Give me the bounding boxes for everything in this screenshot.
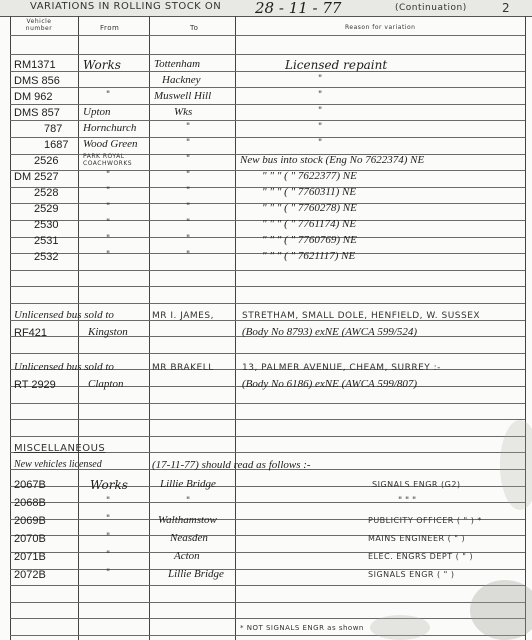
to-cell: "	[186, 250, 191, 260]
reason-cell: " " "	[398, 496, 417, 506]
from-cell: "	[106, 550, 111, 560]
to-cell: Lillie Bridge	[160, 478, 216, 490]
to-cell: "	[186, 496, 191, 506]
ruling-line	[10, 54, 525, 55]
ruling-line	[10, 436, 525, 437]
continuation-label: (Continuation)	[395, 3, 467, 13]
from-cell: PARK ROYAL COACHWORKS	[83, 153, 133, 167]
reason-cell: ELEC. ENGRS DEPT ( " )	[368, 552, 474, 561]
vehicle-number: DM 2527	[14, 171, 59, 183]
vehicle-number: 787	[44, 123, 63, 135]
misc-row	[0, 512, 532, 530]
to-cell: "	[186, 122, 191, 132]
from-cell: Wood Green	[83, 138, 138, 150]
from-cell: "	[106, 496, 111, 506]
page-number: 2	[502, 1, 511, 15]
from-cell: Kingston	[88, 326, 128, 338]
vehicle-number: 2531	[34, 235, 59, 247]
reason-cell: " " " ( " 7761174) NE	[262, 218, 357, 230]
reason-cell: " " " ( " 7760278) NE	[262, 202, 357, 214]
buyer-name: MR I. JAMES,	[152, 311, 214, 321]
vehicle-number: 2529	[34, 203, 59, 215]
vehicle-number: 2071B	[14, 551, 46, 563]
misc-row	[0, 494, 532, 512]
to-cell: "	[186, 170, 191, 180]
reason-cell: "	[318, 74, 323, 84]
vehicle-number: DMS 856	[14, 75, 60, 87]
vehicle-number: 2070B	[14, 533, 46, 545]
misc-heading: MISCELLANEOUS	[14, 443, 106, 454]
ruling-line	[10, 286, 525, 287]
vehicle-number: 2072B	[14, 569, 46, 581]
sheet-title: VARIATIONS IN ROLLING STOCK ON	[30, 1, 222, 12]
reason-cell: "	[318, 138, 323, 148]
from-cell: "	[106, 170, 111, 180]
reason-cell: "	[318, 106, 323, 116]
from-cell: "	[106, 532, 111, 542]
footnote	[240, 615, 364, 634]
from-cell: Hornchurch	[83, 122, 137, 134]
sale-note: Unlicensed bus sold to	[14, 361, 114, 373]
from-cell: "	[106, 202, 111, 212]
reason-cell: " " " ( " 7622377) NE	[262, 170, 357, 182]
sale-entry-2-line-2	[0, 376, 532, 394]
ruling-line	[10, 270, 525, 271]
ruling-line	[10, 303, 525, 304]
vehicle-number: 2069B	[14, 515, 46, 527]
col-header-to: To	[190, 24, 199, 32]
reason-cell: SIGNALS ENGR ( " )	[368, 570, 455, 579]
to-cell: Hackney	[162, 74, 201, 86]
to-cell: Neasden	[170, 532, 208, 544]
from-cell: Upton	[83, 106, 111, 118]
misc-intro-b: (17-11-77) should read as follows :-	[152, 459, 311, 471]
vehicle-number: 2528	[34, 187, 59, 199]
footnote-text: * NOT SIGNALS ENGR as shown	[240, 624, 364, 632]
misc-intro	[0, 458, 532, 476]
to-cell: Muswell Hill	[154, 90, 212, 102]
reason-cell: " " " ( " 7760769) NE	[262, 234, 357, 246]
col-header-from: From	[100, 24, 120, 32]
vehicle-number: 2530	[34, 219, 59, 231]
to-cell: Acton	[174, 550, 200, 562]
misc-row	[0, 566, 532, 584]
scan-smudge	[500, 420, 532, 510]
reason-cell: SIGNALS ENGR (G2)	[372, 480, 461, 489]
reason-cell: "	[318, 122, 323, 132]
to-cell: "	[186, 154, 191, 164]
table-row	[0, 248, 532, 266]
from-cell: "	[106, 250, 111, 260]
body-number: (Body No 6186) exNE (AWCA 599/807)	[242, 378, 418, 390]
misc-row	[0, 548, 532, 566]
vehicle-number: 1687	[44, 139, 69, 151]
reason-cell: MAINS ENGINEER ( " )	[368, 534, 466, 543]
reason-cell: New bus into stock (Eng No 7622374) NE	[240, 154, 425, 166]
to-cell: "	[186, 234, 191, 244]
ruling-line	[10, 585, 525, 586]
vehicle-number: DM 962	[14, 91, 53, 103]
from-cell: "	[106, 568, 111, 578]
vehicle-number: RF421	[14, 327, 48, 339]
to-cell: Walthamstow	[158, 514, 217, 526]
body-number: (Body No 8793) exNE (AWCA 599/524)	[242, 326, 418, 338]
from-cell: "	[106, 234, 111, 244]
col-header-reason: Reason for variation	[345, 24, 416, 31]
from-cell: "	[106, 218, 111, 228]
misc-row	[0, 476, 532, 494]
sale-entry-1-line-2	[0, 324, 532, 342]
from-cell: "	[106, 90, 111, 100]
from-cell: "	[106, 514, 111, 524]
reason-cell: PUBLICITY OFFICER ( " ) *	[368, 516, 482, 525]
ruling-line	[10, 35, 525, 36]
from-cell: Works	[90, 478, 128, 492]
ruling-line	[10, 635, 525, 636]
reason-cell: " " " ( " 7760311) NE	[262, 186, 357, 198]
to-cell: "	[186, 218, 191, 228]
to-cell: "	[186, 186, 191, 196]
buyer-name: MR BRAKELL	[152, 363, 214, 373]
misc-intro-a: New vehicles licensed	[14, 459, 102, 470]
vehicle-number: 2068B	[14, 497, 46, 509]
reason-cell: Licensed repaint	[285, 58, 388, 72]
vehicle-number: 2067B	[14, 479, 46, 491]
buyer-address: STRETHAM, SMALL DOLE, HENFIELD, W. SUSSEX	[242, 311, 481, 321]
ruling-line	[10, 403, 525, 404]
to-cell: Tottenham	[154, 58, 201, 70]
reason-cell: " " " ( " 7621117) NE	[262, 250, 356, 262]
sale-note: Unlicensed bus sold to	[14, 309, 114, 321]
vehicle-number: 2526	[34, 155, 59, 167]
to-cell: "	[186, 138, 191, 148]
from-cell: Works	[83, 58, 121, 72]
scan-smudge	[370, 615, 430, 640]
reason-cell: "	[318, 90, 323, 100]
to-cell: Wks	[174, 106, 193, 118]
to-cell: "	[186, 202, 191, 212]
to-cell: Lillie Bridge	[168, 568, 224, 580]
misc-row	[0, 530, 532, 548]
vehicle-number: RM1371	[14, 59, 56, 71]
vehicle-number: DMS 857	[14, 107, 60, 119]
vehicle-number: 2532	[34, 251, 59, 263]
col-header-vehicle: Vehicle number	[25, 18, 53, 32]
ruling-line	[10, 419, 525, 420]
from-cell: Clapton	[88, 378, 124, 390]
sheet-date: 28 - 11 - 77	[255, 0, 342, 17]
vehicle-number: RT 2929	[14, 379, 56, 391]
ruling-line	[10, 353, 525, 354]
buyer-address: 13, PALMER AVENUE, CHEAM, SURREY :-	[242, 363, 441, 373]
ruling-line	[10, 602, 525, 603]
from-cell: "	[106, 186, 111, 196]
scan-smudge	[470, 580, 532, 640]
